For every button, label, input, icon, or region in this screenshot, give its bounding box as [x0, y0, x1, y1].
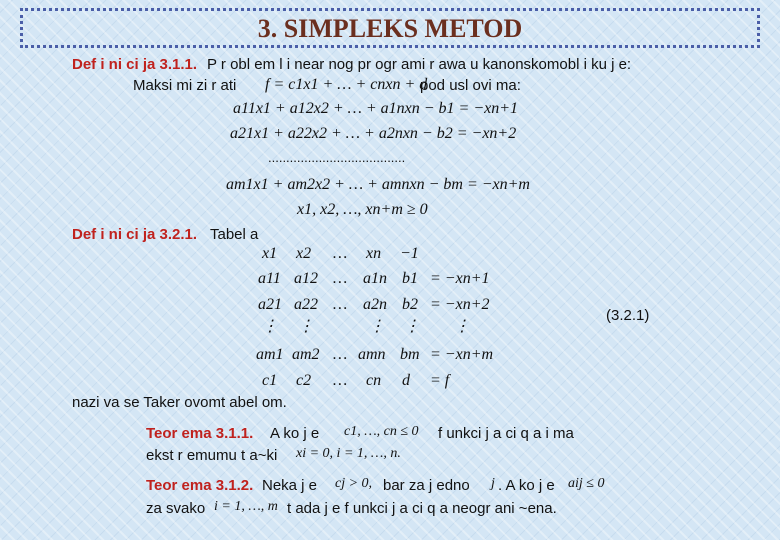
tableau-cell: b1: [402, 270, 418, 287]
tableau-cell: am2: [292, 346, 320, 363]
constraint-row-m: am1x1 + am2x2 + … + amnxn − bm = −xn+m: [226, 176, 530, 193]
theorem-3-1-2-text-2: bar za j edno: [383, 477, 470, 494]
tableau-vdots: ⋮: [298, 318, 314, 335]
theorem-3-1-1-label: Teor ema 3.1.1.: [146, 425, 254, 442]
theorem-3-1-1-math-2: xi = 0, i = 1, …, n.: [296, 446, 401, 461]
theorem-3-1-2-math-1: cj > 0,: [335, 476, 373, 491]
theorem-3-1-2-math-3: aij ≤ 0: [568, 476, 605, 491]
theorem-3-1-1-text-3: ekst r emumu t a~ki: [146, 447, 278, 464]
tableau-cell: a2n: [363, 296, 387, 313]
definition-3-2-1-label: Def i ni ci ja 3.2.1.: [72, 226, 198, 243]
tableau-vdots: ⋮: [262, 318, 278, 335]
tableau-cell: amn: [358, 346, 386, 363]
constraint-row-1: a11x1 + a12x2 + … + a1nxn − b1 = −xn+1: [233, 100, 519, 117]
tableau-cell: a1n: [363, 270, 387, 287]
nonnegativity-condition: x1, x2, …, xn+m ≥ 0: [297, 201, 428, 218]
definition-3-1-1-text: P r obl em l i near nog pr ogr ami r awa u kanonskomobl i ku j e:: [207, 56, 632, 73]
page-title: 3. SIMPLEKS METOD: [257, 14, 523, 43]
theorem-3-1-2-text-3: . A ko j e: [498, 477, 555, 494]
tableau-cell: b2: [402, 296, 418, 313]
theorem-3-1-2-math-4: i = 1, …, m: [214, 499, 278, 514]
tableau-cell: am1: [256, 346, 284, 363]
theorem-3-1-2-text-5: t ada j e f unkci j a ci q a neogr ani ~ena.: [287, 500, 557, 517]
constraint-row-2: a21x1 + a22x2 + … + a2nxn − b2 = −xn+2: [230, 125, 517, 142]
equation-number: (3.2.1): [606, 307, 650, 324]
theorem-3-1-1-text-1: A ko j e: [270, 425, 320, 442]
tableau-cell: …: [333, 346, 348, 363]
constraint-ellipsis: ......................................: [268, 150, 406, 165]
tableau-vdots: ⋮: [404, 318, 420, 335]
tableau-header-cell: x2: [296, 245, 312, 262]
tableau-cell: …: [333, 372, 348, 389]
theorem-3-1-1-text-2: f unkci j a ci q a i ma: [438, 425, 574, 442]
tableau-cell: = −xn+2: [430, 296, 490, 313]
tableau-cell: = f: [430, 372, 450, 389]
tableau-vdots: ⋮: [454, 318, 470, 335]
theorem-3-1-2-label: Teor ema 3.1.2.: [146, 477, 254, 494]
tableau-cell: c1: [262, 372, 278, 389]
tableau-cell: a22: [294, 296, 318, 313]
tableau-cell: = −xn+m: [430, 346, 494, 363]
tableau-cell: …: [333, 296, 348, 313]
tableau-header-cell: −1: [400, 245, 419, 262]
tableau-cell: a11: [258, 270, 281, 287]
theorem-3-1-2-text-4: za svako: [146, 500, 206, 517]
constraints-label: pod usl ovi ma:: [420, 77, 521, 94]
theorem-3-1-2-math-2: j: [491, 476, 495, 491]
tableau-header-cell: x1: [262, 245, 278, 262]
theorem-3-1-2-text-1: Neka j e: [262, 477, 318, 494]
tableau-cell: bm: [400, 346, 420, 363]
definition-3-1-1-label: Def i ni ci ja 3.1.1.: [72, 56, 198, 73]
tableau-cell: …: [333, 270, 348, 287]
tableau-caption: nazi va se Taker ovomt abel om.: [72, 394, 287, 411]
tableau-cell: cn: [366, 372, 382, 389]
tableau-vdots: ⋮: [369, 318, 385, 335]
tableau-header-cell: xn: [366, 245, 382, 262]
tableau-cell: d: [402, 372, 410, 389]
tableau-header-cell: …: [333, 245, 348, 262]
definition-3-2-1-text: Tabel a: [210, 226, 259, 243]
theorem-3-1-1-math-1: c1, …, cn ≤ 0: [344, 424, 419, 439]
maximize-label: Maksi mi zi r ati: [133, 77, 237, 94]
tableau-cell: a21: [258, 296, 282, 313]
tableau-cell: a12: [294, 270, 318, 287]
tableau-cell: = −xn+1: [430, 270, 490, 287]
tableau-cell: c2: [296, 372, 312, 389]
objective-function: f = c1x1 + … + cnxn + d: [265, 76, 428, 93]
